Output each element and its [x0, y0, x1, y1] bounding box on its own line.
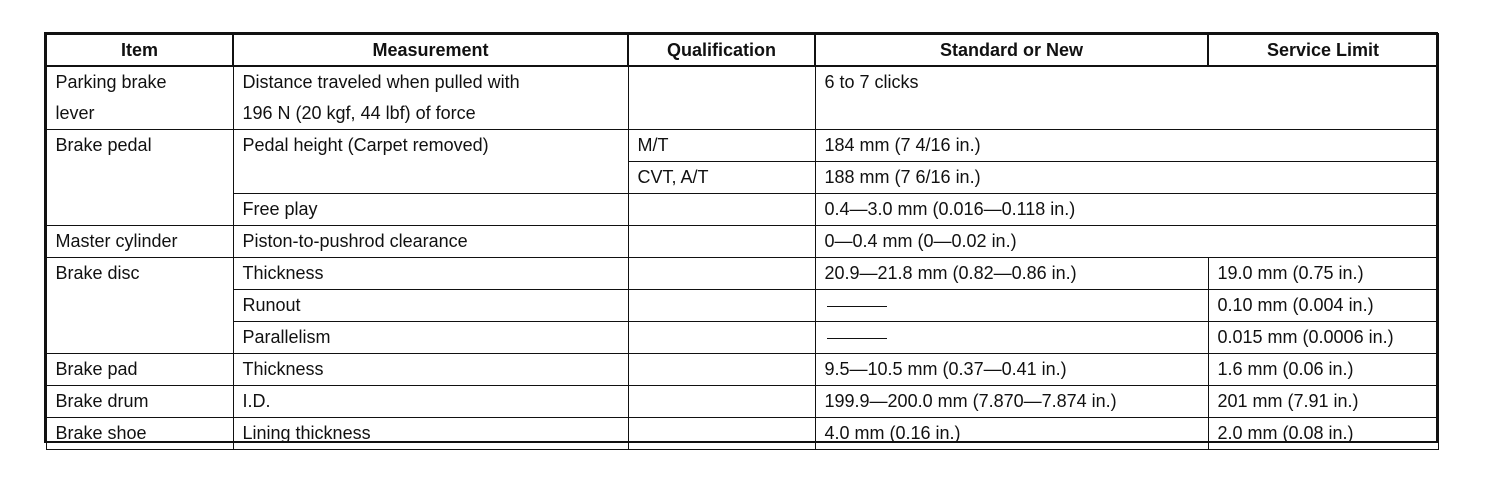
cell-standard-freeplay: 0.4—3.0 mm (0.016—0.118 in.)	[815, 194, 1438, 226]
table-row-pedal-freeplay	[46, 194, 1438, 226]
cell-measurement-drum: I.D.	[233, 386, 628, 418]
cell-service-runout: 0.10 mm (0.004 in.)	[1208, 290, 1438, 322]
cell-measurement-parking	[233, 66, 628, 130]
cell-qualification-shoe	[628, 418, 815, 450]
cell-qualification-runout	[628, 290, 815, 322]
cell-service-drum: 201 mm (7.91 in.)	[1208, 386, 1438, 418]
cell-item-pad: Brake pad	[46, 354, 233, 386]
cell-item-pedal: Brake pedal	[46, 130, 233, 226]
cell-item-shoe: Brake shoe	[46, 418, 233, 450]
cell-measurement-shoe: Lining thickness	[233, 418, 628, 450]
item-line-2: lever	[55, 103, 95, 123]
cell-qualification-parking	[628, 66, 815, 130]
cell-measurement-master: Piston-to-pushrod clearance	[233, 226, 628, 258]
no-value-dash	[827, 338, 887, 339]
cell-item-drum: Brake drum	[46, 386, 233, 418]
table-row-pedal-mt	[46, 130, 1438, 162]
table-row-brake-pad	[46, 354, 1438, 386]
header-service-limit: Service Limit	[1208, 34, 1438, 66]
cell-item-disc: Brake disc	[46, 258, 233, 354]
cell-measurement-freeplay: Free play	[233, 194, 628, 226]
cell-standard-drum: 199.9—200.0 mm (7.870—7.874 in.)	[815, 386, 1208, 418]
table-row-disc-runout	[46, 290, 1438, 322]
cell-qualification-pad	[628, 354, 815, 386]
header-qualification: Qualification	[628, 34, 815, 66]
cell-qualification-cvt: CVT, A/T	[628, 162, 815, 194]
table-row-parking-brake	[46, 66, 1438, 130]
cell-qualification-master	[628, 226, 815, 258]
cell-measurement-disc-thickness: Thickness	[233, 258, 628, 290]
cell-qualification-drum	[628, 386, 815, 418]
brake-spec-table	[45, 33, 1439, 450]
cell-qualification-disc-thickness	[628, 258, 815, 290]
cell-standard-pad: 9.5—10.5 mm (0.37—0.41 in.)	[815, 354, 1208, 386]
measurement-line-2: 196 N (20 kgf, 44 lbf) of force	[242, 103, 476, 123]
cell-qualification-freeplay	[628, 194, 815, 226]
cell-standard-master: 0—0.4 mm (0—0.02 in.)	[815, 226, 1438, 258]
header-row	[46, 34, 1438, 66]
cell-standard-parallelism	[815, 322, 1208, 354]
cell-qualification-parallelism	[628, 322, 815, 354]
cell-qualification-mt: M/T	[628, 130, 815, 162]
header-measurement: Measurement	[233, 34, 628, 66]
cell-service-parallelism: 0.015 mm (0.0006 in.)	[1208, 322, 1438, 354]
cell-standard-parking: 6 to 7 clicks	[815, 66, 1438, 130]
table-row-brake-drum	[46, 386, 1438, 418]
cell-measurement-parallelism: Parallelism	[233, 322, 628, 354]
cell-service-pad: 1.6 mm (0.06 in.)	[1208, 354, 1438, 386]
cell-service-shoe: 2.0 mm (0.08 in.)	[1208, 418, 1438, 450]
cell-item-parking	[46, 66, 233, 130]
cell-standard-mt: 184 mm (7 4/16 in.)	[815, 130, 1438, 162]
header-item: Item	[46, 34, 233, 66]
cell-measurement-pedal-height: Pedal height (Carpet removed)	[233, 130, 628, 194]
table-row-master-cylinder	[46, 226, 1438, 258]
cell-measurement-pad: Thickness	[233, 354, 628, 386]
cell-standard-cvt: 188 mm (7 6/16 in.)	[815, 162, 1438, 194]
cell-standard-shoe: 4.0 mm (0.16 in.)	[815, 418, 1208, 450]
table-row-brake-shoe	[46, 418, 1438, 450]
cell-service-disc-thickness: 19.0 mm (0.75 in.)	[1208, 258, 1438, 290]
measurement-line-1: Distance traveled when pulled with	[242, 72, 520, 92]
no-value-dash	[827, 306, 887, 307]
table-row-disc-parallelism	[46, 322, 1438, 354]
cell-item-master: Master cylinder	[46, 226, 233, 258]
table-row-disc-thickness	[46, 258, 1438, 290]
header-standard: Standard or New	[815, 34, 1208, 66]
item-line-1: Parking brake	[55, 72, 167, 92]
cell-standard-runout	[815, 290, 1208, 322]
cell-measurement-runout: Runout	[233, 290, 628, 322]
cell-standard-disc-thickness: 20.9—21.8 mm (0.82—0.86 in.)	[815, 258, 1208, 290]
